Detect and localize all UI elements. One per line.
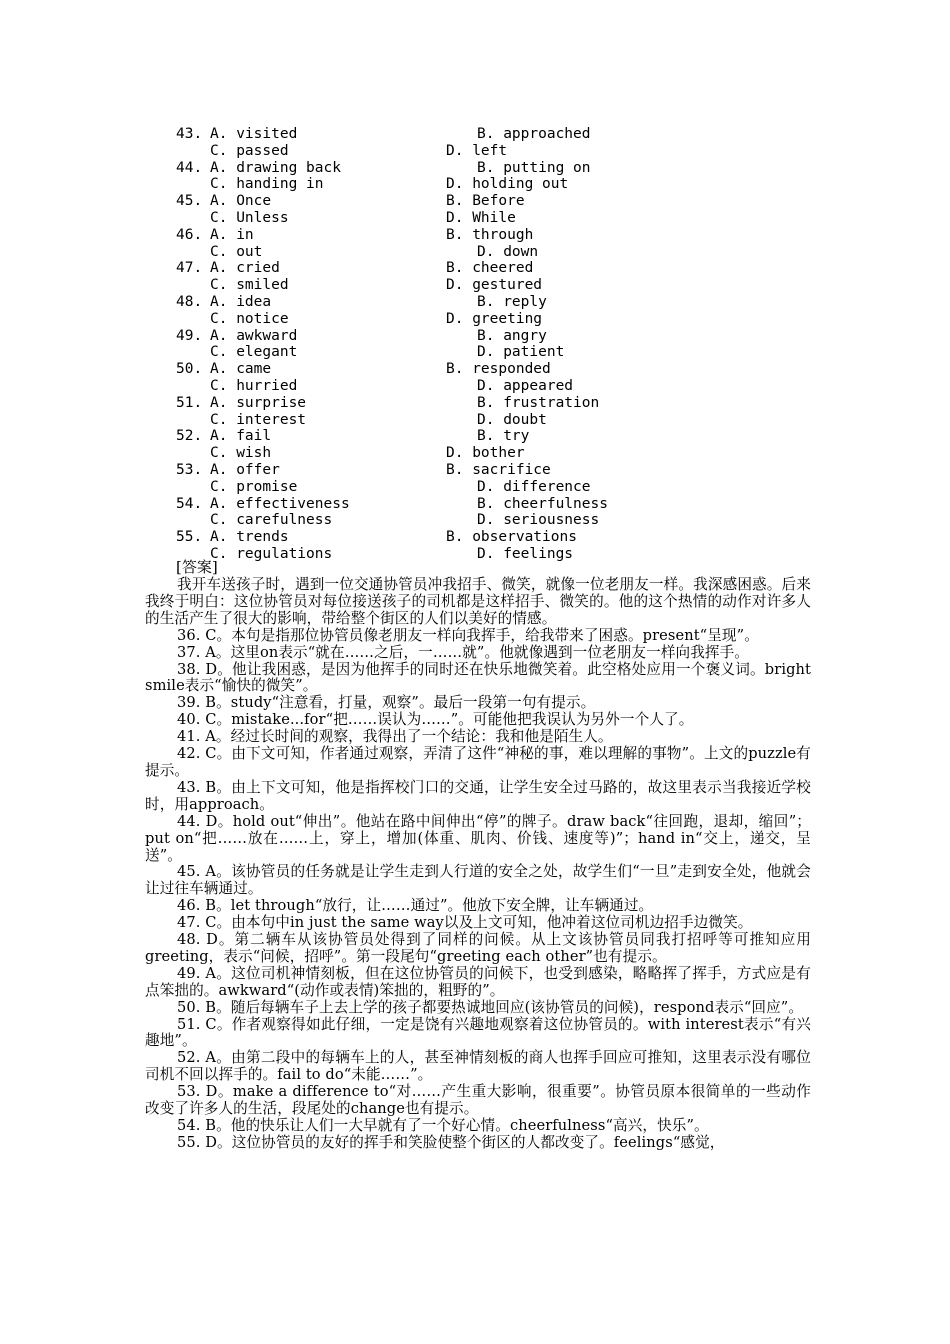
answer-heading: [答案] <box>176 558 218 576</box>
option-row <box>0 445 950 462</box>
explanation-paragraph: 52. A。由第二段中的每辆车上的人，甚至神情刻板的商人也挥手回应可推知，这里表示没有哪位司机不回以挥手的。fail to do“未能……”。 <box>145 1049 811 1084</box>
explanation-paragraph: 47. C。由本句中in just the same way以及上文可知，他冲着这位司机边招手边微笑。 <box>177 914 753 932</box>
answer-explanations <box>145 577 811 1152</box>
explanation-paragraph: 53. D。make a difference to“对……产生重大影响，很重要”。协管员原本很简单的一些动作改变了许多人的生活，段尾处的change也有提示。 <box>145 1083 811 1118</box>
question-number: 50. <box>176 361 203 378</box>
explanation-paragraph: 44. D。hold out“伸出”。他站在路中间伸出“停”的牌子。draw back“往回跑，退却，缩回”；put on“把……放在……上，穿上，增加(体重、肌肉、价钱、速度等)”；hand in“交上，递交，呈送”。 <box>145 812 811 864</box>
option-row <box>0 428 950 445</box>
option-row <box>0 462 950 479</box>
option-d: D. down <box>477 243 539 260</box>
options-list <box>0 126 950 563</box>
option-c: C. carefulness <box>210 512 333 529</box>
option-row <box>0 210 950 227</box>
option-row <box>0 361 950 378</box>
option-b: B. Before <box>446 193 525 210</box>
explanation-paragraph: 45. A。该协管员的任务就是让学生走到人行道的安全之处，故学生们“一旦”走到安全处，他就会让过往车辆通过。 <box>145 863 811 898</box>
option-c: C. smiled <box>210 277 289 294</box>
explanation-paragraph: 48. D。第二辆车从该协管员处得到了同样的问候。从上文该协管员同我打招呼等可推知应用greeting，表示“问候，招呼”。第一段尾句“greeting each other”也有提示。 <box>145 931 811 965</box>
option-b: B. approached <box>477 126 591 142</box>
option-a: A. fail <box>210 428 272 445</box>
option-a: A. came <box>210 361 272 378</box>
option-row <box>0 193 950 210</box>
option-d: D. holding out <box>446 176 569 193</box>
option-row <box>0 126 950 143</box>
option-a: A. surprise <box>210 394 307 411</box>
question-number: 52. <box>176 428 203 445</box>
option-a: A. cried <box>210 260 280 277</box>
option-row <box>0 546 950 563</box>
explanation-paragraph: 49. A。这位司机神情刻板，但在这位协管员的问候下，也受到感染，略略挥了挥手，方式应是有点笨拙的。awkward“(动作或表情)笨拙的，粗野的”。 <box>145 964 811 999</box>
option-row <box>0 143 950 160</box>
option-row <box>0 496 950 513</box>
explanation-paragraph: 51. C。作者观察得如此仔细，一定是饶有兴趣地观察着这位协管员的。with interest表示“有兴趣地”。 <box>145 1015 811 1050</box>
question-number: 49. <box>176 327 203 344</box>
option-row <box>0 328 950 345</box>
option-c: C. interest <box>210 411 307 428</box>
option-d: D. doubt <box>477 411 547 428</box>
option-b: B. putting on <box>477 159 591 176</box>
explanation-paragraph: 46. B。let through“放行，让……通过”。他放下安全牌，让车辆通过。 <box>177 897 654 915</box>
question-number: 54. <box>176 495 203 512</box>
explanation-paragraph: 36. C。本句是指那位协管员像老朋友一样向我挥手，给我带来了困惑。present“呈现”。 <box>177 626 759 644</box>
option-a: A. offer <box>210 461 280 478</box>
option-row <box>0 244 950 261</box>
question-number: 53. <box>176 461 203 478</box>
option-b: B. cheered <box>446 260 534 277</box>
option-d: D. gestured <box>446 277 543 294</box>
option-a: A. trends <box>210 529 289 546</box>
option-row <box>0 260 950 277</box>
option-b: B. responded <box>446 361 551 378</box>
option-c: C. regulations <box>210 545 333 562</box>
option-b: B. cheerfulness <box>477 495 608 512</box>
option-a: A. in <box>210 226 254 243</box>
option-d: D. greeting <box>446 310 543 327</box>
option-c: C. out <box>210 243 263 260</box>
summary-paragraph: 我开车送孩子时，遇到一位交通协管员冲我招手、微笑，就像一位老朋友一样。我深感困惑。后来我终于明白：这位协管员对每位接送孩子的司机都是这样招手、微笑的。他的这个热情的动作对许多人的生活产生了很大的影响，带给整个街区的人们以美好的情感。 <box>145 576 811 627</box>
explanation-paragraph: 38. D。他让我困惑，是因为他挥手的同时还在快乐地微笑着。此空格处应用一个褒义词。bright smile表示“愉快的微笑”。 <box>145 660 811 695</box>
option-b: B. through <box>446 226 534 243</box>
question-number: 55. <box>176 529 203 546</box>
explanation-paragraph: 39. B。study“注意看，打量，观察”。最后一段第一句有提示。 <box>177 694 596 712</box>
option-row <box>0 479 950 496</box>
question-number: 46. <box>176 226 203 243</box>
option-b: B. sacrifice <box>446 461 551 478</box>
option-row <box>0 160 950 177</box>
option-d: D. patient <box>477 344 565 361</box>
option-a: A. effectiveness <box>210 495 350 512</box>
option-d: D. appeared <box>477 377 574 394</box>
option-b: B. angry <box>477 327 547 344</box>
option-c: C. elegant <box>210 344 298 361</box>
explanation-paragraph: 40. C。mistake...for“把……误认为……”。可能他把我误认为另外一个人了。 <box>177 711 694 729</box>
option-row <box>0 277 950 294</box>
option-row <box>0 529 950 546</box>
option-c: C. wish <box>210 445 272 462</box>
option-row <box>0 294 950 311</box>
explanation-paragraph: 37. A。这里on表示“就在……之后，一……就”。他就像遇到一位老朋友一样向我挥手。 <box>177 643 749 661</box>
option-b: B. observations <box>446 529 577 546</box>
option-b: B. frustration <box>477 394 600 411</box>
option-c: C. promise <box>210 478 298 495</box>
option-c: C. notice <box>210 310 289 327</box>
option-b: B. reply <box>477 293 547 310</box>
explanation-paragraph: 43. B。由上下文可知，他是指挥校门口的交通，让学生安全过马路的，故这里表示当我接近学校时，用approach。 <box>145 778 811 813</box>
question-number: 47. <box>176 260 203 277</box>
option-row <box>0 412 950 429</box>
option-c: C. hurried <box>210 377 298 394</box>
option-a: A. idea <box>210 293 272 310</box>
question-number: 44. <box>176 159 203 176</box>
option-row <box>0 227 950 244</box>
option-row <box>0 395 950 412</box>
option-row <box>0 311 950 328</box>
option-row <box>0 378 950 395</box>
option-a: A. visited <box>210 126 298 142</box>
option-row <box>0 512 950 529</box>
option-b: B. try <box>477 428 530 445</box>
question-number: 43. <box>176 126 203 142</box>
option-c: C. passed <box>210 142 289 159</box>
option-row <box>0 344 950 361</box>
option-a: A. drawing back <box>210 159 341 176</box>
question-number: 45. <box>176 193 203 210</box>
option-a: A. awkward <box>210 327 298 344</box>
explanation-paragraph: 54. B。他的快乐让人们一大早就有了一个好心情。cheerfulness“高兴，快乐”。 <box>177 1117 709 1134</box>
explanation-paragraph: 42. C。由下文可知，作者通过观察，弄清了这件“神秘的事，难以理解的事物”。上文的puzzle有提示。 <box>145 745 811 779</box>
option-d: D. While <box>446 209 516 226</box>
explanation-paragraph: 55. D。这位协管员的友好的挥手和笑脸使整个街区的人都改变了。feelings“感觉， <box>177 1133 725 1151</box>
option-a: A. Once <box>210 193 272 210</box>
option-c: C. handing in <box>210 176 324 193</box>
option-d: D. bother <box>446 445 525 462</box>
option-row <box>0 176 950 193</box>
option-c: C. Unless <box>210 209 289 226</box>
option-d: D. feelings <box>477 545 574 562</box>
option-d: D. seriousness <box>477 512 600 529</box>
question-number: 48. <box>176 293 203 310</box>
explanation-paragraph: 41. A。经过长时间的观察，我得出了一个结论：我和他是陌生人。 <box>177 728 613 746</box>
explanation-paragraph: 50. B。随后每辆车子上去上学的孩子都要热诚地回应(该协管员的问候)，respond表示“回应”。 <box>177 998 804 1016</box>
option-d: D. difference <box>477 478 591 495</box>
question-number: 51. <box>176 394 203 411</box>
option-d: D. left <box>446 142 508 159</box>
